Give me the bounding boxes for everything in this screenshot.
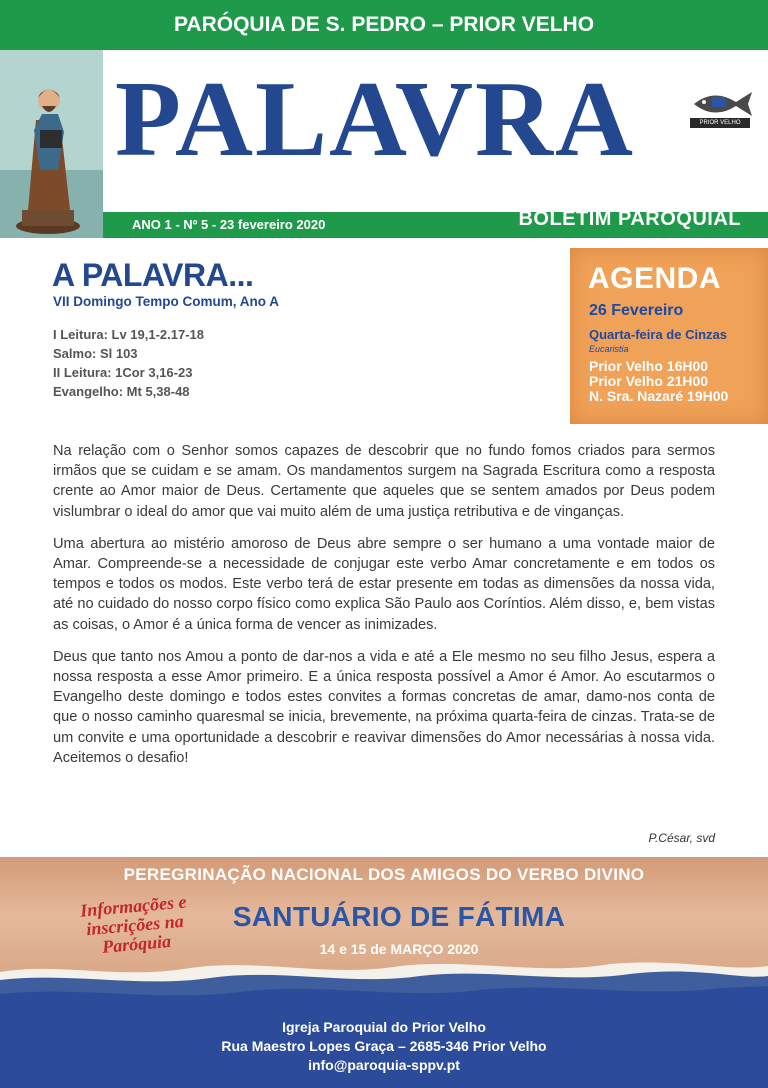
agenda-event: Quarta-feira de Cinzas: [589, 327, 727, 342]
article-signature: P.César, svd: [648, 831, 715, 845]
agenda-times: [589, 359, 728, 404]
saint-peter-statue-image: [0, 50, 103, 238]
masthead-title: PALAVRA: [115, 60, 636, 179]
agenda-note: Eucaristia: [589, 344, 629, 354]
article-paragraph: Na relação com o Senhor somos capazes de descobrir que no fundo fomos criados para sermos irmãos que se cuidam e se amam. Os mandamentos surgem na Sagrada Escritura como a resposta crente ao Amor maior de Deus. Certamente que aqueles que se sentem amados por Deus podem vislumbrar o ideal do amor que vai muito além de uma justiça retributiva e de vinganças.: [53, 443, 715, 520]
footer-line: Igreja Paroquial do Prior Velho: [282, 1019, 486, 1035]
readings-list: [53, 325, 204, 401]
agenda-time-item: Prior Velho 16H00: [589, 358, 709, 374]
agenda-time-item: N. Sra. Nazaré 19H00: [589, 388, 729, 404]
agenda-title: AGENDA: [588, 262, 722, 295]
logo-caption: PRIOR VELHO: [690, 118, 750, 128]
parish-fish-logo: [688, 88, 758, 130]
article-title: A PALAVRA...: [52, 257, 254, 293]
decorative-waves: [0, 958, 768, 1018]
reading-item: I Leitura: Lv 19,1-2.17-18: [53, 327, 205, 342]
issue-info: ANO 1 - Nº 5 - 23 fevereiro 2020: [132, 217, 326, 232]
agenda-time-item: Prior Velho 21H00: [589, 373, 709, 389]
parish-header: PARÓQUIA DE S. PEDRO – PRIOR VELHO: [0, 0, 768, 50]
article-paragraph: Deus que tanto nos Amou a ponto de dar-nos a vida e até a Ele mesmo no seu filho Jesus, espera a nossa resposta a esse Amor primeiro. E a única resposta possível a Amor é Amor. Ao escutarmos o Evangelho deste domingo e todos estes convites a formas concretas de amar, damo-nos conta de que o nosso caminho quaresmal se inicia, brevemente, na próxima quarta-feira de cinzas. Trata-se de um convite e uma oportunidade a descobrir e reavivar dimensões do Amor necessárias à nossa vida. Aceitemos o desafio!: [53, 648, 715, 766]
banner-info-script: Informações e inscrições na Paróquia: [79, 891, 188, 957]
banner-place: SANTUÁRIO DE FÁTIMA: [232, 901, 566, 932]
reading-item: Evangelho: Mt 5,38-48: [53, 384, 190, 399]
banner-dates: 14 e 15 de MARÇO 2020: [319, 941, 479, 957]
banner-headline: PEREGRINAÇÃO NACIONAL DOS AMIGOS DO VERBO DIVINO: [123, 865, 645, 884]
reading-item: Salmo: Sl 103: [53, 346, 138, 361]
article-paragraph: Uma abertura ao mistério amoroso de Deus abre sempre o ser humano a uma vontade maior de Amar. Compreende-se a necessidade de conjugar este verbo Amar concretamente e em todos os tempos e todos os modos. Este verbo terá de estar presente em todas as dimensões da nossa vida, até no cuidado do nosso corpo físico como explica São Paulo aos Coríntios. Além disso, e, bem vistas as coisas, o Amor é a única forma de vencer as inimizades.: [53, 535, 715, 633]
reading-item: II Leitura: 1Cor 3,16-23: [53, 365, 193, 380]
article-body: [53, 441, 715, 780]
article-subtitle: VII Domingo Tempo Comum, Ano A: [53, 294, 279, 309]
footer-email-link[interactable]: info@paroquia-sppv.pt: [308, 1057, 460, 1073]
bulletin-label: BOLETIM PAROQUIAL: [518, 208, 741, 230]
footer-line: Rua Maestro Lopes Graça – 2685-346 Prior Velho: [221, 1038, 547, 1054]
footer-contact: [0, 1010, 768, 1088]
agenda-date: 26 Fevereiro: [589, 302, 684, 319]
